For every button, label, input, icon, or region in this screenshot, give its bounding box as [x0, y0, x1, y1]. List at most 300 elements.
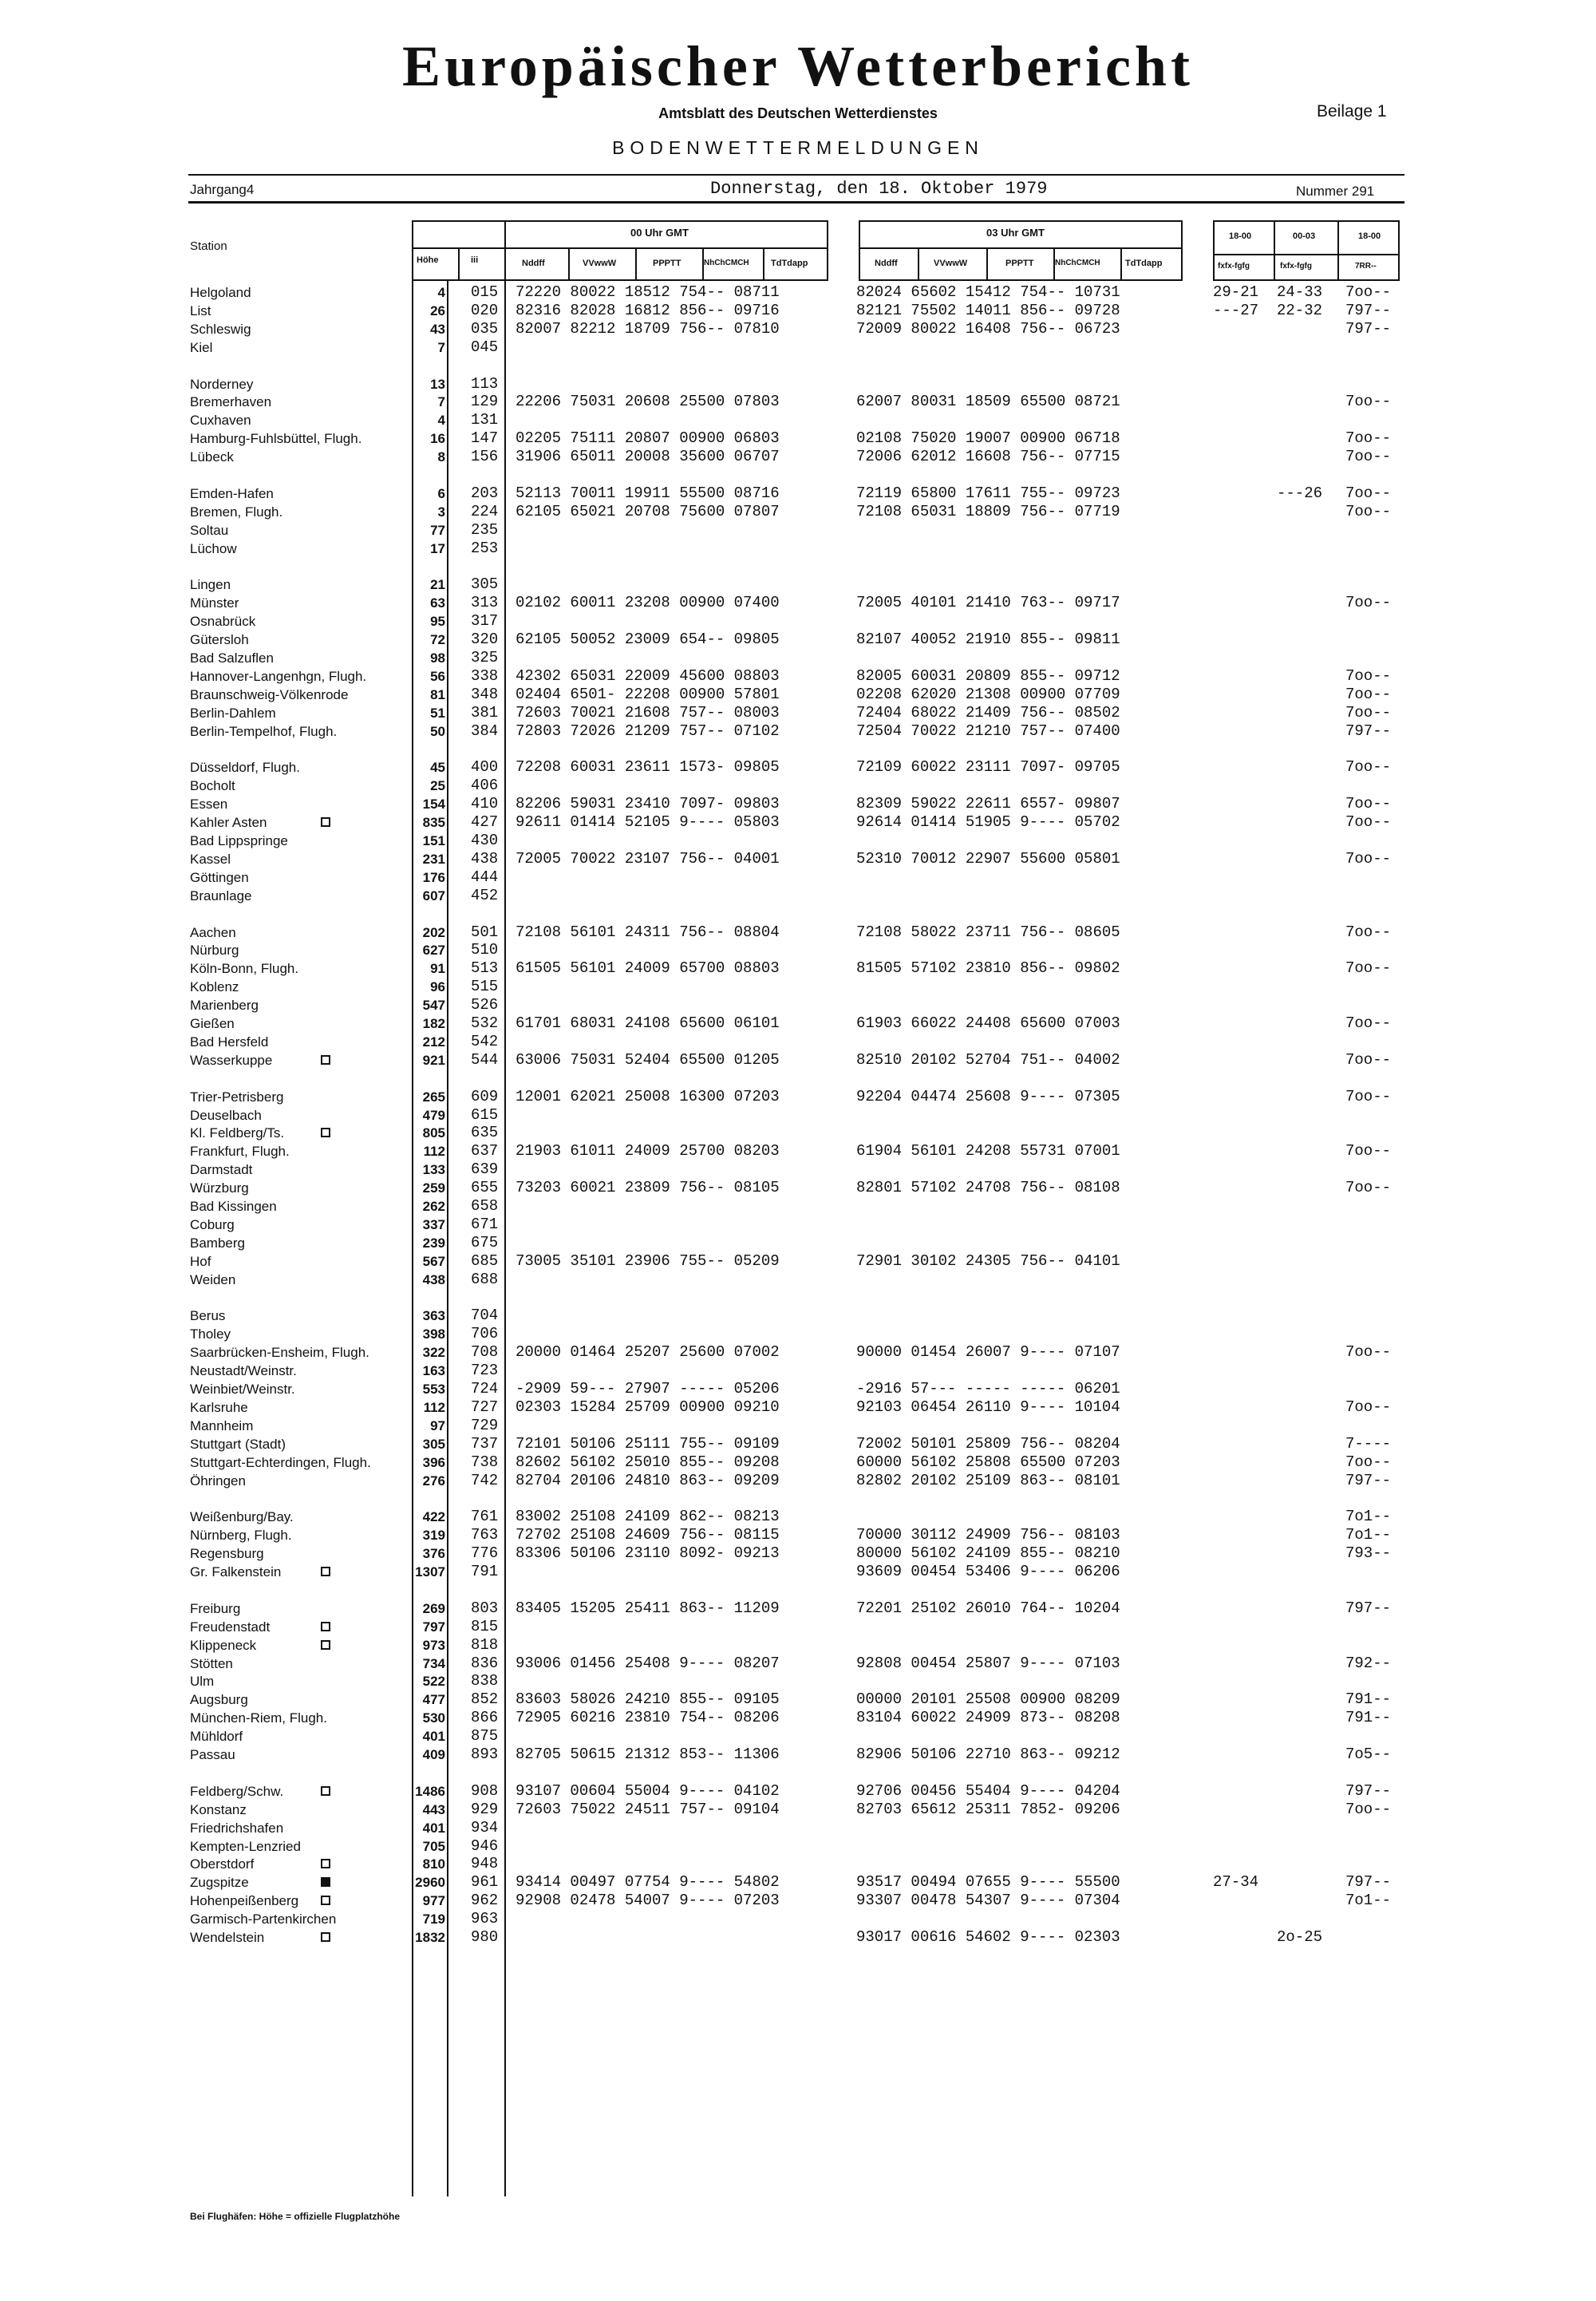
table-row: [0, 1398, 1596, 1417]
station-index: 305: [471, 575, 499, 594]
station-name: Kempten-Lenzried: [190, 1838, 301, 1854]
station-height: 921: [422, 1052, 445, 1068]
obs-00-gmt: 82206 59031 23410 7097- 09803: [516, 795, 780, 813]
station-index: 501: [471, 923, 499, 941]
station-height: 547: [422, 998, 445, 1014]
table-row: [0, 1343, 1596, 1362]
station-name: Neustadt/Weinstr.: [190, 1363, 297, 1379]
station-index: 427: [471, 813, 499, 832]
station-name: Tholey: [190, 1326, 231, 1342]
table-row: [0, 1197, 1596, 1216]
table-row: [0, 429, 1596, 448]
station-index: 637: [471, 1142, 499, 1160]
station-height: 4: [437, 285, 445, 300]
table-row: [0, 649, 1596, 667]
station-name: Marienberg: [190, 998, 259, 1014]
station-index: 015: [471, 283, 499, 301]
station-index: 235: [471, 520, 499, 539]
page-subtitle: Amtsblatt des Deutschen Wetterdienstes: [658, 105, 938, 121]
gmt03-header: 03 Uhr GMT: [986, 227, 1045, 239]
extra-rain: 7oo--: [1345, 758, 1392, 777]
obs-00-gmt: 73203 60021 23809 756-- 08105: [516, 1179, 780, 1197]
obs-00-gmt: 72108 56101 24311 756-- 08804: [516, 923, 780, 941]
station-index: 763: [471, 1526, 499, 1544]
station-index: 317: [471, 612, 499, 631]
section-title: BODENWETTERMELDUNGEN: [612, 137, 984, 158]
table-row: [0, 411, 1596, 429]
station-name: Lübeck: [190, 449, 234, 465]
station-name: Koblenz: [190, 979, 239, 995]
table-row: [0, 1124, 1596, 1142]
extra-sub-3: 7RR--: [1355, 262, 1377, 271]
station-height: 112: [423, 1399, 445, 1415]
obs-00-gmt: 72220 80022 18512 754-- 08711: [516, 283, 780, 301]
table-row: [0, 503, 1596, 521]
station-index: 893: [471, 1746, 499, 1763]
table-row: [0, 1837, 1596, 1856]
obs-03-gmt: 92103 06454 26110 9---- 10104: [856, 1398, 1120, 1416]
station-height: 6: [437, 485, 445, 501]
station-index: 515: [471, 978, 499, 996]
station-index: 838: [471, 1672, 499, 1690]
station-name: Göttingen: [190, 869, 249, 885]
table-row: [0, 484, 1596, 503]
station-height: 376: [422, 1546, 445, 1562]
station-index: 708: [471, 1343, 499, 1362]
station-name: Gütersloh: [190, 632, 249, 648]
station-index: 400: [471, 758, 499, 777]
station-index: 776: [471, 1544, 499, 1563]
table-row: [0, 1855, 1596, 1873]
obs-03-gmt: 72005 40101 21410 763-- 09717: [856, 594, 1120, 612]
open-square-icon: [321, 1567, 330, 1576]
table-row: [0, 959, 1596, 978]
extra-rain: 7oo--: [1345, 1343, 1392, 1362]
open-square-icon: [321, 817, 330, 827]
open-square-icon: [321, 1932, 330, 1942]
station-height: 443: [422, 1801, 445, 1817]
station-height: 72: [430, 632, 445, 648]
station-name: Bamberg: [190, 1235, 245, 1251]
table-row: [0, 1727, 1596, 1746]
table-row: [0, 575, 1596, 594]
station-height: 305: [422, 1436, 445, 1452]
table-row: [0, 1928, 1596, 1947]
table-row: [0, 1252, 1596, 1271]
table-row: [0, 1051, 1596, 1069]
station-height: 276: [422, 1473, 445, 1489]
table-row: [0, 1472, 1596, 1490]
open-square-icon: [321, 1786, 330, 1796]
obs-00-gmt: 61505 56101 24009 65700 08803: [516, 959, 780, 978]
station-name: Braunlage: [190, 888, 252, 903]
station-name: Wendelstein: [190, 1930, 265, 1945]
extra-rain: 7oo--: [1345, 502, 1392, 520]
table-row: [0, 1618, 1596, 1636]
extra-rain: 7o1--: [1345, 1508, 1392, 1526]
station-height: 81: [430, 686, 445, 702]
extra-sub-2: fxfx-fgfg: [1280, 262, 1312, 271]
station-index: 685: [471, 1251, 499, 1270]
extra-rain: 7o5--: [1345, 1746, 1392, 1763]
extra-rain: 7oo--: [1345, 393, 1392, 411]
extra-rain: 7oo--: [1345, 923, 1392, 941]
obs-03-gmt: 93517 00494 07655 9---- 55500: [856, 1873, 1120, 1892]
extra-rain: 791--: [1345, 1690, 1392, 1709]
station-index: 737: [471, 1434, 499, 1453]
obs-00-gmt: -2909 59--- 27907 ----- 05206: [516, 1380, 780, 1398]
table-row: [0, 1873, 1596, 1892]
footnote: Bei Flughäfen: Höhe = offizielle Flugplatzhöhe: [190, 2211, 401, 2222]
station-name: Lingen: [190, 577, 231, 593]
station-height: 43: [430, 321, 445, 337]
station-index: 635: [471, 1124, 499, 1142]
hoehe-header: Höhe: [417, 255, 439, 265]
table-row: [0, 393, 1596, 411]
station-index: 532: [471, 1014, 499, 1032]
station-name: Berlin-Dahlem: [190, 705, 276, 721]
table-row: [0, 1655, 1596, 1673]
station-index: 738: [471, 1453, 499, 1471]
station-header: Station: [190, 239, 227, 253]
table-row: [0, 832, 1596, 850]
station-name: München-Riem, Flugh.: [190, 1710, 327, 1726]
extra-rain: 7oo--: [1345, 594, 1392, 612]
station-name: Düsseldorf, Flugh.: [190, 760, 300, 776]
obs-03-gmt: 82005 60031 20809 855-- 09712: [856, 666, 1120, 685]
station-name: Deuselbach: [190, 1107, 262, 1123]
station-index: 961: [471, 1873, 499, 1892]
station-name: Bremen, Flugh.: [190, 504, 283, 520]
issue-number: Nummer 291: [1296, 184, 1375, 199]
station-name: Ulm: [190, 1674, 215, 1690]
station-height: 2960: [415, 1875, 445, 1891]
station-height: 438: [422, 1271, 445, 1287]
station-index: 438: [471, 849, 499, 868]
obs-00-gmt: 82602 56102 25010 855-- 09208: [516, 1453, 780, 1471]
obs-03-gmt: 72404 68022 21409 756-- 08502: [856, 703, 1120, 722]
station-index: 836: [471, 1654, 499, 1672]
station-index: 131: [471, 411, 499, 429]
station-index: 688: [471, 1270, 499, 1288]
station-height: 1832: [415, 1930, 445, 1945]
station-name: Gr. Falkenstein: [190, 1564, 282, 1579]
extra-rain: 7oo--: [1345, 484, 1392, 502]
table-row: [0, 1508, 1596, 1526]
station-index: 818: [471, 1635, 499, 1654]
station-index: 671: [471, 1215, 499, 1233]
station-height: 835: [422, 815, 445, 831]
station-index: 723: [471, 1362, 499, 1380]
station-name: Bad Salzuflen: [190, 650, 274, 666]
station-name: Karlsruhe: [190, 1399, 248, 1415]
open-square-icon: [321, 1859, 330, 1868]
station-name: Feldberg/Schw.: [190, 1783, 284, 1799]
station-height: 17: [430, 540, 445, 556]
obs-03-gmt: 72009 80022 16408 756-- 06723: [856, 319, 1120, 338]
header-divider: [1337, 220, 1339, 281]
table-row: [0, 1672, 1596, 1690]
station-height: 422: [422, 1509, 445, 1525]
station-index: 513: [471, 959, 499, 978]
table-row: [0, 1325, 1596, 1343]
date-rule: [188, 201, 1404, 204]
obs-00-gmt: 02102 60011 23208 00900 07400: [516, 594, 780, 612]
table-row: [0, 338, 1596, 357]
station-height: 607: [422, 888, 445, 903]
station-height: 151: [422, 833, 445, 848]
table-row: [0, 1160, 1596, 1179]
obs-03-gmt: 72109 60022 23111 7097- 09705: [856, 758, 1120, 777]
open-square-icon: [321, 1640, 330, 1650]
header-divider: [568, 247, 570, 281]
col-clouds-03: NhChCMCH: [1055, 259, 1100, 267]
station-height: 50: [430, 723, 445, 739]
table-row: [0, 1709, 1596, 1727]
table-row: [0, 521, 1596, 540]
station-name: Stötten: [190, 1655, 233, 1671]
station-height: 262: [422, 1199, 445, 1214]
table-row: [0, 1088, 1596, 1106]
station-height: 77: [430, 522, 445, 538]
obs-03-gmt: 60000 56102 25808 65500 07203: [856, 1453, 1120, 1471]
header-divider: [1213, 254, 1400, 255]
table-row: [0, 594, 1596, 612]
station-height: 8: [437, 449, 445, 465]
obs-00-gmt: 72101 50106 25111 755-- 09109: [516, 1434, 780, 1453]
obs-03-gmt: 82121 75502 14011 856-- 09728: [856, 301, 1120, 319]
extra-rain: 7oo--: [1345, 1142, 1392, 1160]
extra-rain: 797--: [1345, 301, 1392, 319]
station-name: Aachen: [190, 924, 236, 940]
station-height: 97: [430, 1417, 445, 1433]
station-height: 95: [430, 614, 445, 630]
station-name: Osnabrück: [190, 614, 256, 630]
extra-rain: 7oo--: [1345, 685, 1392, 703]
station-index: 384: [471, 722, 499, 740]
station-height: 26: [430, 302, 445, 318]
obs-03-gmt: 82024 65602 15412 754-- 10731: [856, 283, 1120, 301]
station-name: Norderney: [190, 376, 254, 392]
obs-03-gmt: 82107 40052 21910 855-- 09811: [856, 631, 1120, 649]
station-name: Zugspitze: [190, 1875, 249, 1891]
station-name: Saarbrücken-Ensheim, Flugh.: [190, 1345, 369, 1361]
obs-00-gmt: 31906 65011 20008 35600 06707: [516, 448, 780, 466]
station-name: Weißenburg/Bay.: [190, 1509, 294, 1525]
obs-00-gmt: 93107 00604 55004 9---- 04102: [516, 1781, 780, 1800]
col-td-00: TdTdapp: [771, 259, 808, 268]
table-row: [0, 1271, 1596, 1289]
obs-03-gmt: 93017 00616 54602 9---- 02303: [856, 1928, 1120, 1946]
station-name: Emden-Hafen: [190, 485, 274, 501]
table-row: [0, 1362, 1596, 1380]
table-row: [0, 1417, 1596, 1435]
gmt00-header: 00 Uhr GMT: [630, 227, 689, 239]
station-height: 567: [422, 1253, 445, 1269]
station-name: Hamburg-Fuhlsbüttel, Flugh.: [190, 431, 362, 447]
station-name: Lüchow: [190, 540, 237, 556]
station-index: 980: [471, 1928, 499, 1946]
extra-rain: 797--: [1345, 1873, 1392, 1892]
station-height: 398: [422, 1326, 445, 1342]
station-height: 4: [437, 413, 445, 429]
extra-rain: 791--: [1345, 1709, 1392, 1727]
station-height: 734: [422, 1655, 445, 1671]
extra-rain: 7oo--: [1345, 1050, 1392, 1069]
col-nddff-03: Nddff: [875, 259, 898, 268]
obs-00-gmt: 82704 20106 24810 863-- 09209: [516, 1471, 780, 1489]
station-index: 866: [471, 1709, 499, 1727]
station-height: 1307: [415, 1564, 445, 1579]
header-divider: [1120, 247, 1122, 281]
top-rule: [188, 174, 1404, 176]
table-row: [0, 1106, 1596, 1125]
station-index: 761: [471, 1508, 499, 1526]
extra-rain: 7oo--: [1345, 429, 1392, 448]
page-title: Europäischer Wetterbericht: [402, 34, 1194, 98]
table-row: [0, 941, 1596, 959]
station-index: 875: [471, 1727, 499, 1746]
table-row: [0, 375, 1596, 393]
station-name: Garmisch-Partenkirchen: [190, 1912, 337, 1927]
station-index: 655: [471, 1179, 499, 1197]
station-name: Nürburg: [190, 943, 239, 959]
station-name: Soltau: [190, 522, 229, 538]
header-divider: [1274, 220, 1275, 281]
jahrgang-label: Jahrgang4: [190, 182, 255, 197]
extra-wind-2: 22-32: [1277, 301, 1323, 319]
station-height: 182: [422, 1016, 445, 1031]
open-square-icon: [321, 1128, 330, 1137]
obs-00-gmt: 02404 6501- 22208 00900 57801: [516, 685, 780, 703]
obs-03-gmt: 93307 00478 54307 9---- 07304: [856, 1892, 1120, 1910]
table-row: [0, 868, 1596, 887]
obs-00-gmt: 83306 50106 23110 8092- 09213: [516, 1544, 780, 1563]
station-name: Friedrichshafen: [190, 1820, 284, 1836]
station-height: 973: [422, 1637, 445, 1653]
station-index: 406: [471, 777, 499, 795]
station-name: Kassel: [190, 851, 231, 867]
station-name: Kiel: [190, 339, 213, 355]
table-row: [0, 1234, 1596, 1252]
station-name: Bad Lippspringe: [190, 833, 288, 848]
station-name: Frankfurt, Flugh.: [190, 1144, 290, 1160]
station-height: 363: [422, 1308, 445, 1324]
obs-03-gmt: 92204 04474 25608 9---- 07305: [856, 1087, 1120, 1105]
station-name: Nürnberg, Flugh.: [190, 1528, 292, 1544]
station-name: Stuttgart-Echterdingen, Flugh.: [190, 1454, 371, 1470]
table-row: [0, 704, 1596, 722]
station-index: 706: [471, 1325, 499, 1343]
station-index: 430: [471, 832, 499, 849]
table-row: [0, 758, 1596, 777]
station-name: Bad Kissingen: [190, 1199, 277, 1214]
obs-00-gmt: 72905 60216 23810 754-- 08206: [516, 1709, 780, 1727]
station-index: 381: [471, 703, 499, 722]
station-height: 977: [422, 1893, 445, 1909]
table-row: [0, 1526, 1596, 1544]
station-index: 815: [471, 1617, 499, 1635]
station-index: 962: [471, 1892, 499, 1910]
header-divider: [763, 247, 764, 281]
table-row: [0, 1599, 1596, 1618]
obs-03-gmt: 83104 60022 24909 873-- 08208: [856, 1709, 1120, 1727]
extra-header-3: 18-00: [1358, 231, 1381, 241]
obs-03-gmt: -2916 57--- ----- ----- 06201: [856, 1380, 1120, 1398]
station-name: Essen: [190, 797, 228, 812]
station-name: Kahler Asten: [190, 815, 267, 831]
table-row: [0, 1142, 1596, 1160]
station-height: 401: [422, 1729, 445, 1745]
header-divider: [986, 247, 988, 281]
obs-00-gmt: 61701 68031 24108 65600 06101: [516, 1014, 780, 1032]
obs-03-gmt: 02208 62020 21308 00900 07709: [856, 685, 1120, 703]
obs-00-gmt: 73005 35101 23906 755-- 05209: [516, 1251, 780, 1270]
obs-03-gmt: 70000 30112 24909 756-- 08103: [856, 1526, 1120, 1544]
station-height: 202: [422, 924, 445, 940]
table-row: [0, 1746, 1596, 1764]
obs-03-gmt: 72504 70022 21210 757-- 07400: [856, 722, 1120, 740]
extra-rain: 797--: [1345, 722, 1392, 740]
extra-rain: 7oo--: [1345, 959, 1392, 978]
station-index: 729: [471, 1416, 499, 1434]
station-index: 948: [471, 1855, 499, 1873]
station-name: Regensburg: [190, 1546, 264, 1562]
station-height: 530: [422, 1710, 445, 1726]
station-index: 526: [471, 996, 499, 1014]
extra-rain: 7oo--: [1345, 1398, 1392, 1416]
obs-00-gmt: 20000 01464 25207 25600 07002: [516, 1343, 780, 1362]
station-height: 25: [430, 778, 445, 794]
station-height: 231: [422, 851, 445, 867]
station-height: 96: [430, 979, 445, 995]
extra-rain: 7oo--: [1345, 703, 1392, 722]
table-row: [0, 1563, 1596, 1581]
obs-00-gmt: 42302 65031 22009 45600 08803: [516, 666, 780, 685]
table-row: [0, 631, 1596, 649]
extra-sub-1: fxfx-fgfg: [1218, 262, 1250, 271]
obs-03-gmt: 80000 56102 24109 855-- 08210: [856, 1544, 1120, 1563]
station-name: Klippeneck: [190, 1637, 257, 1653]
obs-00-gmt: 72208 60031 23611 1573- 09805: [516, 758, 780, 777]
extra-rain: 7o1--: [1345, 1892, 1392, 1910]
station-index: 203: [471, 484, 499, 502]
obs-00-gmt: 82007 82212 18709 756-- 07810: [516, 319, 780, 338]
obs-00-gmt: 72005 70022 23107 756-- 04001: [516, 849, 780, 868]
extra-wind-1: 27-34: [1213, 1873, 1259, 1892]
station-height: 163: [422, 1363, 445, 1379]
station-height: 98: [430, 650, 445, 666]
station-height: 21: [430, 577, 445, 593]
station-index: 129: [471, 393, 499, 411]
obs-03-gmt: 72002 50101 25809 756-- 08204: [856, 1434, 1120, 1453]
extra-rain: 7oo--: [1345, 283, 1392, 301]
station-height: 479: [422, 1107, 445, 1123]
extra-rain: 7oo--: [1345, 1800, 1392, 1818]
station-index: 444: [471, 868, 499, 886]
station-index: 313: [471, 594, 499, 612]
station-height: 112: [423, 1144, 445, 1160]
extra-rain: 7oo--: [1345, 666, 1392, 685]
station-height: 319: [422, 1528, 445, 1544]
table-row: [0, 1453, 1596, 1472]
station-index: 113: [471, 374, 499, 393]
station-index: 348: [471, 685, 499, 703]
obs-00-gmt: 92611 01414 52105 9---- 05803: [516, 813, 780, 832]
obs-00-gmt: 82316 82028 16812 856-- 09716: [516, 301, 780, 319]
obs-03-gmt: 72119 65800 17611 755-- 09723: [856, 484, 1120, 502]
station-height: 45: [430, 760, 445, 776]
